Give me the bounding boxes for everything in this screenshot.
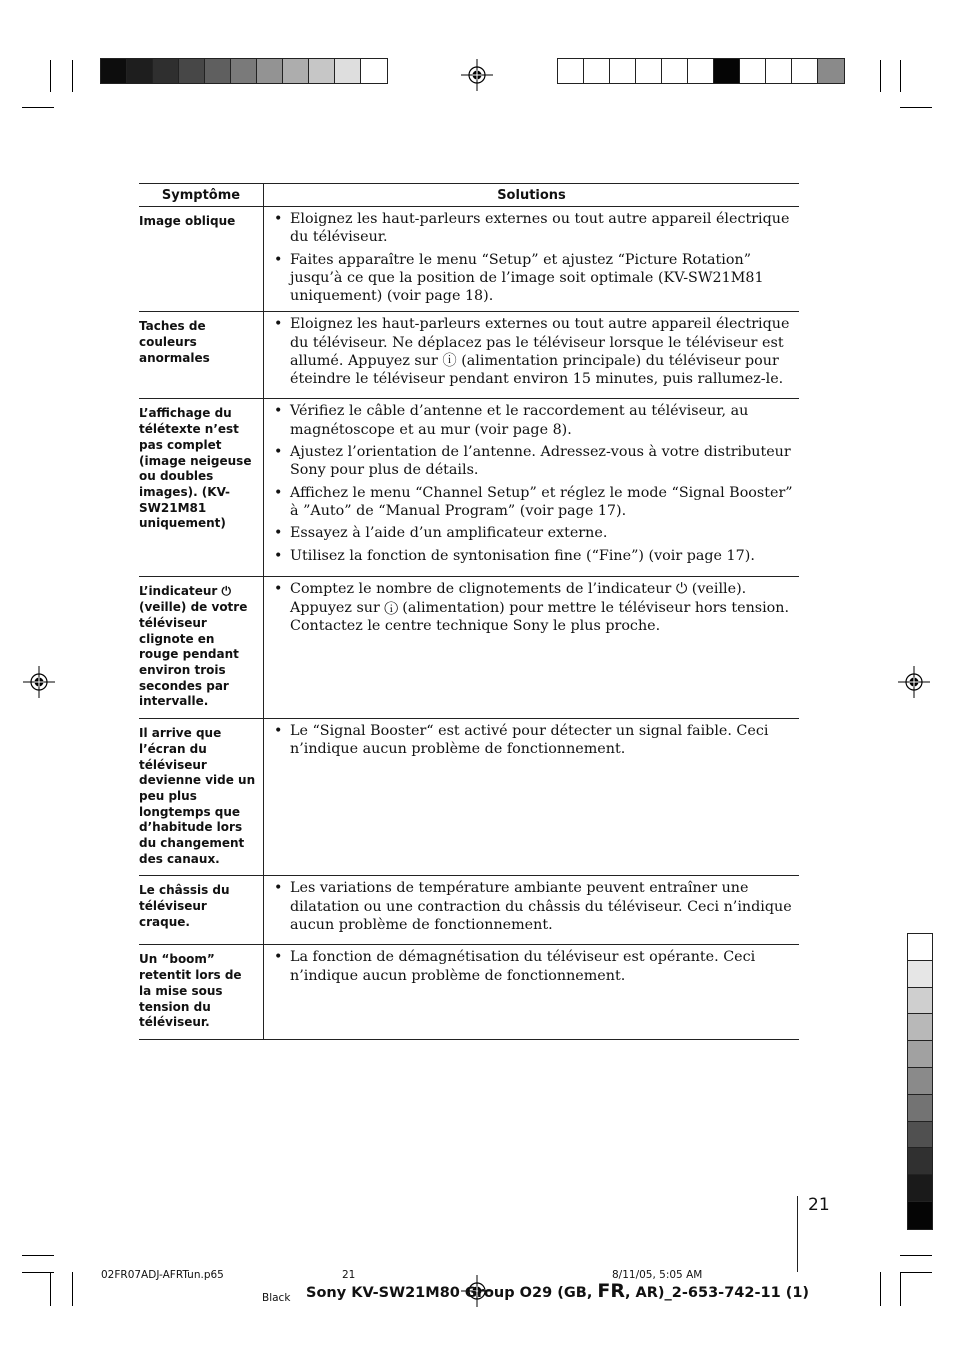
- color-swatch: [309, 59, 335, 83]
- footer-page: 21: [342, 1269, 356, 1281]
- footer-datetime: 8/11/05, 5:05 AM: [612, 1269, 703, 1281]
- solution-list: [264, 719, 799, 765]
- model-line-part-b: , AR)_2-653-742-11 (1): [624, 1285, 810, 1301]
- symptom-text: Taches de couleurs anormales: [139, 319, 210, 365]
- side-color-bar: [907, 933, 933, 1230]
- footer-model-line: [306, 1280, 809, 1302]
- color-swatch: [792, 59, 818, 83]
- color-swatch: [610, 59, 636, 83]
- symptom-text: Il arrive que l’écran du téléviseur devienne vide un peu plus longtemps que d’habitude lors du changement des canaux.: [139, 726, 256, 866]
- solution-item: • Eloignez les haut-parleurs externes ou tout autre appareil électrique du téléviseur.: [274, 210, 799, 247]
- color-swatch: [908, 1095, 932, 1122]
- registration-target-icon: [461, 59, 493, 91]
- solution-list: [264, 207, 799, 311]
- color-swatch: [153, 59, 179, 83]
- solution-list: [264, 577, 799, 641]
- color-swatch: [766, 59, 792, 83]
- footer-filename: 02FR07ADJ-AFRTun.p65: [101, 1269, 224, 1281]
- page-number-rule: [797, 1196, 798, 1272]
- color-swatch: [636, 59, 662, 83]
- color-swatch: [740, 59, 766, 83]
- table-row: [139, 876, 799, 945]
- color-swatch: [257, 59, 283, 83]
- registration-target-icon: [23, 666, 55, 698]
- table-row: [139, 945, 799, 1040]
- top-right-color-bar: [557, 58, 845, 84]
- color-swatch: [908, 1148, 932, 1175]
- solution-item: • Utilisez la fonction de syntonisation fine (“Fine”) (voir page 17).: [274, 547, 799, 565]
- symptom-text: L’indicateur ⏻ (veille) de votre téléviseur clignote en rouge pendant environ trois secondes par intervalle.: [139, 584, 248, 709]
- registration-target-icon: [898, 666, 930, 698]
- color-swatch: [908, 1041, 932, 1068]
- top-left-color-bar: [100, 58, 388, 84]
- solution-list: [264, 945, 799, 991]
- solution-item: • Les variations de température ambiante peuvent entraîner une dilatation ou une contraction du châssis du téléviseur. Ceci n’indique aucun problème de fonctionnement.: [274, 879, 799, 934]
- color-swatch: [908, 1014, 932, 1041]
- table-header-row: [139, 184, 799, 207]
- symptom-text: L’affichage du télétexte n’est pas complet (image neigeuse ou doubles images). (KV-SW21M81 uniquement): [139, 406, 252, 531]
- color-swatch: [205, 59, 231, 83]
- color-swatch: [662, 59, 688, 83]
- color-swatch: [283, 59, 309, 83]
- color-swatch: [101, 59, 127, 83]
- solution-list: [264, 312, 799, 394]
- solution-item: • Vérifiez le câble d’antenne et le raccordement au téléviseur, au magnétoscope et au mur (voir page 8).: [274, 402, 799, 439]
- color-swatch: [558, 59, 584, 83]
- color-swatch: [908, 1068, 932, 1095]
- solution-item: • Essayez à l’aide d’un amplificateur externe.: [274, 524, 799, 542]
- color-swatch: [584, 59, 610, 83]
- color-swatch: [818, 59, 844, 83]
- color-swatch: [335, 59, 361, 83]
- color-swatch: [231, 59, 257, 83]
- header-solutions: Solutions: [264, 184, 800, 207]
- color-swatch: [127, 59, 153, 83]
- page-number: 21: [808, 1195, 830, 1215]
- solution-item: • Comptez le nombre de clignotements de l’indicateur ⏻ (veille). Appuyez sur ⓘ (alimentation) pour mettre le téléviseur hors tension. Contactez le centre technique Sony le plus proche.: [274, 580, 799, 635]
- table-row: [139, 207, 799, 312]
- color-swatch: [179, 59, 205, 83]
- solution-item: • Ajustez l’orientation de l’antenne. Adressez-vous à votre distributeur Sony pour plus de détails.: [274, 443, 799, 480]
- symptom-text: Un “boom” retentit lors de la mise sous tension du téléviseur.: [139, 952, 242, 1030]
- table-row: [139, 719, 799, 876]
- color-swatch: [908, 1122, 932, 1149]
- solution-list: [264, 399, 799, 570]
- solution-item: • Eloignez les haut-parleurs externes ou tout autre appareil électrique du téléviseur. Ne déplacez pas le téléviseur lorsque le téléviseur est allumé. Appuyez sur ⓘ (alimentation principale) du téléviseur pour éteindre le téléviseur pendant environ 15 minutes, puis rallumez-le.: [274, 315, 799, 388]
- table-row: [139, 577, 799, 719]
- color-swatch: [908, 1175, 932, 1202]
- color-swatch: [714, 59, 740, 83]
- model-line-fr: FR: [597, 1280, 625, 1302]
- troubleshooting-table: [139, 183, 799, 1040]
- solution-item: • Affichez le menu “Channel Setup” et réglez le mode “Signal Booster” à ”Auto” de “Manual Program” (voir page 17).: [274, 484, 799, 521]
- table-row: [139, 312, 799, 399]
- color-swatch: [361, 59, 387, 83]
- footer-color-name: Black: [262, 1292, 291, 1304]
- color-swatch: [908, 934, 932, 961]
- color-swatch: [688, 59, 714, 83]
- solution-item: • Le “Signal Booster“ est activé pour détecter un signal faible. Ceci n’indique aucun problème de fonctionnement.: [274, 722, 799, 759]
- symptom-text: Le châssis du téléviseur craque.: [139, 883, 230, 929]
- table-row: [139, 399, 799, 577]
- solution-item: • La fonction de démagnétisation du téléviseur est opérante. Ceci n’indique aucun problème de fonctionnement.: [274, 948, 799, 985]
- color-swatch: [908, 988, 932, 1015]
- symptom-text: Image oblique: [139, 214, 236, 228]
- color-swatch: [908, 961, 932, 988]
- solution-list: [264, 876, 799, 940]
- color-swatch: [908, 1202, 932, 1229]
- header-symptom: Symptôme: [139, 184, 264, 207]
- solution-item: • Faites apparaître le menu “Setup” et ajustez “Picture Rotation” jusqu’à ce que la position de l’image soit optimale (KV-SW21M81 uniquement) (voir page 18).: [274, 251, 799, 306]
- model-line-part-a: Sony KV-SW21M80 Group O29 (GB,: [306, 1285, 598, 1301]
